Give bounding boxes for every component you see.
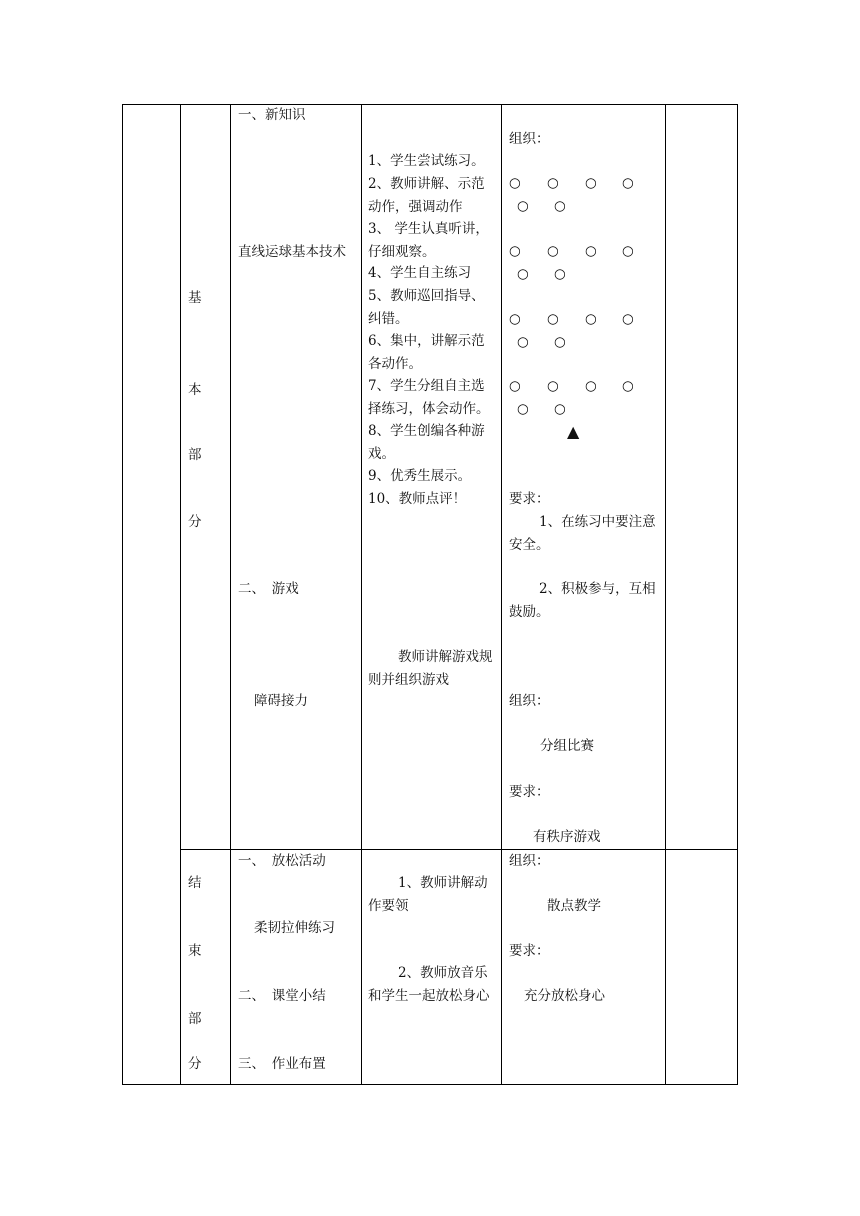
section-char: 本 — [188, 382, 202, 398]
method-step: 6、集中，讲解示范各动作。 — [368, 333, 485, 372]
student-circle-icon: ○ — [547, 243, 559, 259]
method-step: 2、教师讲解、示范动作，强调动作 — [368, 176, 485, 215]
col-border-3 — [361, 104, 362, 1084]
col-border-5 — [665, 104, 666, 1084]
student-circle-icon: ○ — [547, 175, 559, 191]
req-label: 要求： — [509, 784, 550, 800]
req-value: 有秩序游戏 — [533, 829, 601, 845]
student-circle-icon: ○ — [554, 198, 566, 214]
section-char: 部 — [188, 1011, 202, 1027]
student-circle-icon: ○ — [585, 175, 597, 191]
student-circle-icon: ○ — [547, 311, 559, 327]
col-border-6 — [737, 104, 738, 1084]
method-step: 3、 学生认真听讲，仔细观察。 — [368, 221, 489, 260]
col-border-2 — [230, 104, 231, 1084]
item-title: 一、 放松活动 — [238, 853, 326, 869]
method-step: 4、学生自主练习 — [368, 265, 472, 281]
student-circle-icon: ○ — [585, 243, 597, 259]
student-circle-icon: ○ — [554, 266, 566, 282]
section-char: 部 — [188, 447, 202, 463]
student-circle-icon: ○ — [509, 378, 521, 394]
student-circle-icon: ○ — [554, 401, 566, 417]
req-label: 要求： — [509, 491, 550, 507]
section-char: 结 — [188, 875, 202, 891]
section-char: 分 — [188, 1056, 202, 1072]
item-title: 二、 课堂小结 — [238, 988, 326, 1004]
org-label: 组织： — [509, 853, 550, 869]
method-step: 8、学生创编各种游戏。 — [368, 423, 485, 462]
table-bottom-border — [122, 1084, 738, 1085]
method-step: 1、学生尝试练习。 — [368, 153, 485, 169]
col-border-0 — [122, 104, 123, 1084]
method-step: 5、教师巡回指导、纠错。 — [368, 288, 485, 327]
student-circle-icon: ○ — [517, 198, 529, 214]
item-name: 直线运球基本技术 — [238, 244, 346, 260]
student-circle-icon: ○ — [585, 378, 597, 394]
student-circle-icon: ○ — [509, 311, 521, 327]
method-step: 7、学生分组自主选择练习，体会动作。 — [368, 378, 490, 417]
student-circle-icon: ○ — [509, 243, 521, 259]
teacher-triangle-icon: ▲ — [567, 422, 580, 441]
item-title: 一、新知识 — [238, 107, 306, 123]
table-top-border — [122, 104, 738, 105]
student-circle-icon: ○ — [517, 401, 529, 417]
col-border-4 — [501, 104, 502, 1084]
section-char: 分 — [188, 514, 202, 530]
student-circle-icon: ○ — [517, 266, 529, 282]
org-label: 组织： — [509, 693, 550, 709]
item-name: 障碍接力 — [254, 693, 308, 709]
item-title: 三、 作业布置 — [238, 1056, 326, 1072]
student-circle-icon: ○ — [547, 378, 559, 394]
item-name: 柔韧拉伸练习 — [254, 920, 335, 936]
student-circle-icon: ○ — [622, 378, 634, 394]
requirement: 2、积极参与，互相鼓励。 — [509, 581, 656, 620]
item-title: 二、 游戏 — [238, 581, 299, 597]
section-char: 基 — [188, 290, 202, 306]
method-step: 2、教师放音乐和学生一起放松身心 — [368, 965, 490, 1004]
student-circle-icon: ○ — [622, 243, 634, 259]
student-circle-icon: ○ — [622, 311, 634, 327]
section-char: 束 — [188, 943, 202, 959]
col-border-1 — [180, 104, 181, 1084]
org-value: 散点教学 — [547, 898, 601, 914]
student-circle-icon: ○ — [622, 175, 634, 191]
student-circle-icon: ○ — [585, 311, 597, 327]
method-step: 1、教师讲解动作要领 — [368, 875, 488, 914]
game-method: 教师讲解游戏规则并组织游戏 — [368, 649, 493, 688]
req-value: 充分放松身心 — [524, 988, 605, 1004]
student-circle-icon: ○ — [554, 334, 566, 350]
org-value: 分组比赛 — [540, 738, 594, 754]
requirement: 1、在练习中要注意安全。 — [509, 514, 656, 553]
org-label: 组织： — [509, 131, 550, 147]
student-circle-icon: ○ — [517, 334, 529, 350]
req-label: 要求： — [509, 943, 550, 959]
method-step: 10、教师点评！ — [368, 491, 467, 507]
student-circle-icon: ○ — [509, 175, 521, 191]
method-step: 9、优秀生展示。 — [368, 468, 472, 484]
